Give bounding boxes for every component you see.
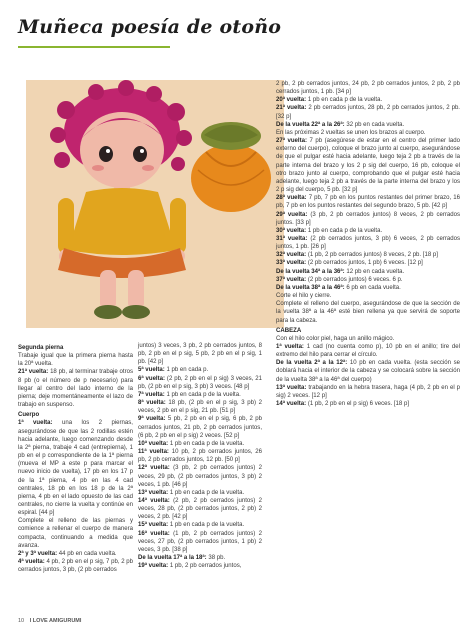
paragraph	[276, 268, 460, 276]
paragraph-text: Corte el hilo y cierre.	[276, 293, 332, 300]
round-label: 11ª vuelta:	[138, 449, 169, 456]
paragraph	[18, 352, 133, 368]
paragraph	[18, 368, 133, 409]
paragraph-text: (1 pb, 2 pb en el p sig) 6 veces. [18 p]	[306, 401, 409, 408]
round-label: 1ª vuelta:	[18, 420, 53, 427]
paragraph-text: 1 pb, 2 pb cerrados juntos,	[168, 563, 242, 570]
paragraph	[276, 227, 460, 235]
paragraph-text: 44 pb en cada vuelta.	[57, 550, 117, 557]
doll-photo	[26, 80, 284, 328]
round-label: 12ª vuelta:	[138, 465, 170, 472]
paragraph	[276, 121, 460, 129]
page-footer	[18, 618, 81, 624]
paragraph-text: 2 pb, 2 pb cerrados juntos, 24 pb, 2 pb cerrados juntos, 2 pb, 2 pb cerrados juntos, 1 pb. [34 p]	[276, 81, 460, 96]
paragraph	[138, 489, 262, 497]
paragraph-text: En las próximas 2 vueltas se unen los brazos al cuerpo.	[276, 129, 426, 136]
paragraph-text: Trabaje igual que la primera pierna hasta la 20ª vuelta.	[18, 353, 133, 368]
paragraph	[276, 251, 460, 259]
paragraph	[138, 366, 262, 374]
paragraph	[276, 96, 460, 104]
paragraph-text: (3 pb, 2 pb cerrados juntos) 8 veces, 2 pb cerrados juntos. [33 p]	[276, 211, 460, 226]
round-label: De la vuelta 22ª a la 26ª:	[276, 121, 345, 128]
paragraph	[276, 343, 460, 359]
paragraph	[18, 517, 133, 550]
paragraph-text: 12 pb en cada vuelta.	[344, 268, 405, 275]
round-label: 37ª vuelta:	[276, 276, 307, 283]
round-label: De la vuelta 2ª a la 12ª:	[276, 360, 348, 367]
round-label: 4ª vuelta:	[18, 559, 45, 566]
paragraph-text: 1 pb en cada p de la vuelta.	[306, 227, 383, 234]
pumpkin-illustration	[191, 122, 271, 212]
magazine-name: I LOVE AMIGURUMI	[29, 618, 82, 624]
paragraph	[276, 235, 460, 251]
round-label: De la vuelta 17ª a la 18ª:	[138, 555, 207, 562]
paragraph	[276, 259, 460, 267]
paragraph	[138, 399, 262, 415]
round-label: 21ª vuelta:	[276, 105, 307, 112]
left-column	[18, 342, 133, 574]
paragraph-text: trabajando en la hebra trasera, haga (4 pb, 2 pb en el p sig) 2 veces. [12 p]	[276, 384, 460, 399]
paragraph-text: 10 pb, 2 pb cerrados juntos, 26 pb, 2 pb cerrados juntos, 12 pb. [50 p]	[138, 449, 262, 464]
paragraph-text: 2 pb cerrados juntos, 28 pb, 2 pb cerrados juntos, 2 pb. [32 p]	[276, 105, 460, 120]
paragraph	[276, 384, 460, 400]
paragraph	[138, 375, 262, 391]
paragraph-text: 32 pb en cada vuelta.	[344, 121, 405, 128]
paragraph	[18, 558, 133, 574]
round-label: 28ª vuelta:	[276, 195, 307, 202]
paragraph-text: juntos) 3 veces, 3 pb, 2 pb cerrados juntos, 8 pb, 2 pb en el p sig, 5 pb, 2 pb en el p sig, 1 pb. [42 p]	[138, 343, 262, 366]
paragraph-text: una los 2 piernas, asegurándose de que las 2 rodillas estén hacia adelante, luego comenzando desde la 2ª pierna, trabaje 4 cad (entrepierna), 1 pb en el p correspondiente de la 1ª pierna (mueva el MP a este p para marcar el nuevo inicio de vuelta), 17 pb en los 17 p de la 1ª pierna, 4 pb en las 4 cad centrales, 18 pb en los 18 p de la 2ª pierna, 4 pb en el lado opuesto de las cad centrales, no cierre la vuelta y continúe en espiral. [44 p]	[18, 420, 133, 517]
round-label: 32ª vuelta:	[276, 252, 307, 259]
middle-column	[138, 342, 262, 570]
section-heading: CABEZA	[276, 327, 302, 334]
round-label: 33ª vuelta:	[276, 260, 307, 267]
paragraph-text: (3 pb, 2 pb cerrados juntos) 2 veces, 29 pb, (2 pb cerrados juntos, 3 pb) 2 veces, 1 pb. [46 p]	[138, 465, 263, 488]
paragraph	[138, 391, 262, 399]
round-label: 1ª vuelta:	[276, 344, 304, 350]
paragraph-text: (2 pb, 2 pb cerrados juntos) 2 veces, 28 pb, (2 pb cerrados juntos, 2 pb) 2 veces, 2 pb. [42 p]	[138, 497, 263, 521]
paragraph	[138, 554, 262, 562]
paragraph-text: 18 pb, al terminar trabaje otros 8 pb (o el número de p necesario) para llegar al centro del lado interno de la pierna; deje momentáneamente el lazo de trabajo en suspenso.	[18, 369, 134, 409]
paragraph	[276, 359, 460, 383]
paragraph	[276, 300, 460, 324]
round-label: 13ª vuelta:	[276, 384, 307, 391]
round-label: 30ª vuelta:	[276, 227, 307, 234]
paragraph	[276, 211, 460, 227]
paragraph	[276, 292, 460, 300]
title-underline	[18, 46, 170, 48]
paragraph	[276, 400, 460, 408]
paragraph-text: 4 pb, 2 pb en el p sig, 7 pb, 2 pb cerrados juntos, 3 pb, (2 pb cerrados	[18, 559, 133, 574]
doll-illustration	[26, 80, 284, 328]
paragraph-text: 1 pb en cada p de la vuelta.	[168, 522, 245, 529]
paragraph	[276, 80, 460, 96]
round-label: 7ª vuelta:	[138, 391, 165, 398]
paragraph-text: (2 pb cerrados juntos, 1 pb) 6 veces. [12 p]	[306, 260, 423, 267]
paragraph-text: 1 pb en cada p de la vuelta.	[164, 391, 241, 398]
paragraph	[276, 104, 460, 120]
paragraph	[276, 335, 460, 343]
round-label: 2ª y 3ª vuelta:	[18, 550, 58, 557]
round-label: 15ª vuelta:	[138, 522, 169, 529]
round-label: 5ª vuelta:	[138, 367, 165, 374]
paragraph	[276, 129, 460, 137]
section-heading: Segunda pierna	[18, 345, 64, 351]
paragraph-text: Con el hilo color piel, haga un anillo mágico.	[276, 335, 395, 342]
paragraph-text: 38 pb.	[206, 555, 226, 562]
paragraph	[18, 419, 133, 517]
paragraph-text: Complete el relleno de las piernas y comience a rellenar el cuerpo de manera compacta, continuando a medida que avanza.	[18, 518, 133, 549]
paragraph	[276, 137, 460, 194]
paragraph-text: (2 pb cerrados juntos) 6 veces. 6 p.	[306, 276, 403, 283]
paragraph	[276, 284, 460, 292]
right-column	[276, 80, 460, 408]
paragraph	[138, 448, 262, 464]
round-label: 16ª vuelta:	[138, 530, 170, 537]
round-label: 10ª vuelta:	[138, 440, 169, 447]
page-title: Muñeca poesía de otoño	[18, 16, 282, 38]
paragraph-text: 7 pb, 7 pb en los puntos restantes del primer brazo, 16 pb, 7 pb en los puntos restantes del segundo brazo, 5 pb. [42 p]	[276, 195, 460, 210]
paragraph-text: (2 pb cerrados juntos, 3 pb) 6 veces, 2 pb cerrados juntos, 1 pb. [26 p]	[276, 235, 460, 251]
round-label: 19ª vuelta:	[138, 563, 169, 570]
paragraph-text: 10 pb en cada vuelta. (esta sección se doblará hacia el interior de la cabeza y se colocará sobre la sección de la vuelta 38ª a la 46ª del cuerpo)	[276, 360, 460, 383]
round-label: De la vuelta 38ª a la 46ª:	[276, 284, 345, 291]
section-heading: Cuerpo	[18, 412, 40, 419]
page-number: 10	[18, 618, 25, 624]
paragraph-text: 7 pb (asegúrese de estar en el centro del primer lado externo del cuerpo), coloque el brazo junto al cuerpo, asegurándose de que el pulgar esté hacia adelante, luego teja 2 pb a través de la parte interna del brazo y los 2 p sig del cuerpo, 16 pb, coloque el otro brazo junto al cuerpo, comprobando que el pulgar esté hacia adelante, luego teja 2 pb a través de la parte interna del brazo y los 2 p sig del cuerpo, 5 pb. [32 p]	[276, 138, 460, 194]
paragraph-text: 1 pb en cada p de la vuelta.	[168, 440, 245, 447]
paragraph	[138, 521, 262, 529]
paragraph-text: (2 pb, 2 pb en el p sig) 3 veces, 21 pb, (2 pb en el p sig, 3 pb) 3 veces. [48 p]	[138, 375, 262, 390]
paragraph	[138, 342, 262, 366]
paragraph	[276, 194, 460, 210]
paragraph-text: 1 pb en cada p de la vuelta.	[306, 97, 383, 104]
round-label: 27ª vuelta:	[276, 138, 307, 145]
round-label: 29ª vuelta:	[276, 211, 308, 218]
round-label: 21ª vuelta:	[18, 369, 49, 376]
paragraph	[138, 562, 262, 570]
paragraph	[138, 415, 262, 439]
paragraph	[138, 497, 262, 521]
paragraph-text: (1 pb, 2 pb cerrados juntos) 8 veces, 2 pb. [18 p]	[306, 252, 438, 259]
paragraph	[138, 440, 262, 448]
round-label: 13ª vuelta:	[138, 489, 169, 496]
paragraph-text: 6 pb en cada vuelta.	[344, 284, 401, 291]
round-label: 8ª vuelta:	[138, 400, 166, 407]
paragraph-text: (1 pb, 2 pb cerrados juntos) 2 veces, 27 pb, (2 pb cerrados juntos, 1 pb) 2 veces, 3 pb. [38 p]	[138, 530, 263, 553]
round-label: 6ª vuelta:	[138, 375, 166, 382]
paragraph-text: 18 pb, (2 pb en el p sig, 3 pb) 2 veces, 2 pb en el p sig, 21 pb. [51 p]	[138, 400, 262, 415]
paragraph-text: 5 pb, 2 pb en el p sig, 6 pb, 2 pb cerrados juntos, 21 pb, 2 pb cerrados juntos, (6 pb, 2 pb en el p sig) 2 veces. [52 p]	[138, 416, 262, 439]
round-label: 9ª vuelta:	[138, 416, 166, 423]
round-label: 14ª vuelta:	[276, 401, 307, 408]
paragraph-text: Complete el relleno del cuerpo, asegurándose de que la sección de la vuelta 38ª a la 46ª esté bien rellena ya que servirá de soporte para la cabeza.	[276, 301, 460, 324]
round-label: De la vuelta 34ª a la 36ª:	[276, 268, 345, 275]
paragraph	[138, 464, 262, 488]
paragraph	[138, 530, 262, 554]
paragraph-text: 1 pb en cada p de la vuelta.	[168, 489, 245, 496]
paragraph	[18, 550, 133, 558]
paragraph	[276, 276, 460, 284]
round-label: 31ª vuelta:	[276, 235, 308, 242]
paragraph-text: 1 pb en cada p.	[164, 367, 209, 374]
paragraph-text: 1 cad (no cuenta como p), 10 pb en el anillo; tire del extremo del hilo para cerrar el círculo.	[276, 344, 460, 359]
round-label: 14ª vuelta:	[138, 497, 170, 504]
round-label: 20ª vuelta:	[276, 97, 307, 104]
